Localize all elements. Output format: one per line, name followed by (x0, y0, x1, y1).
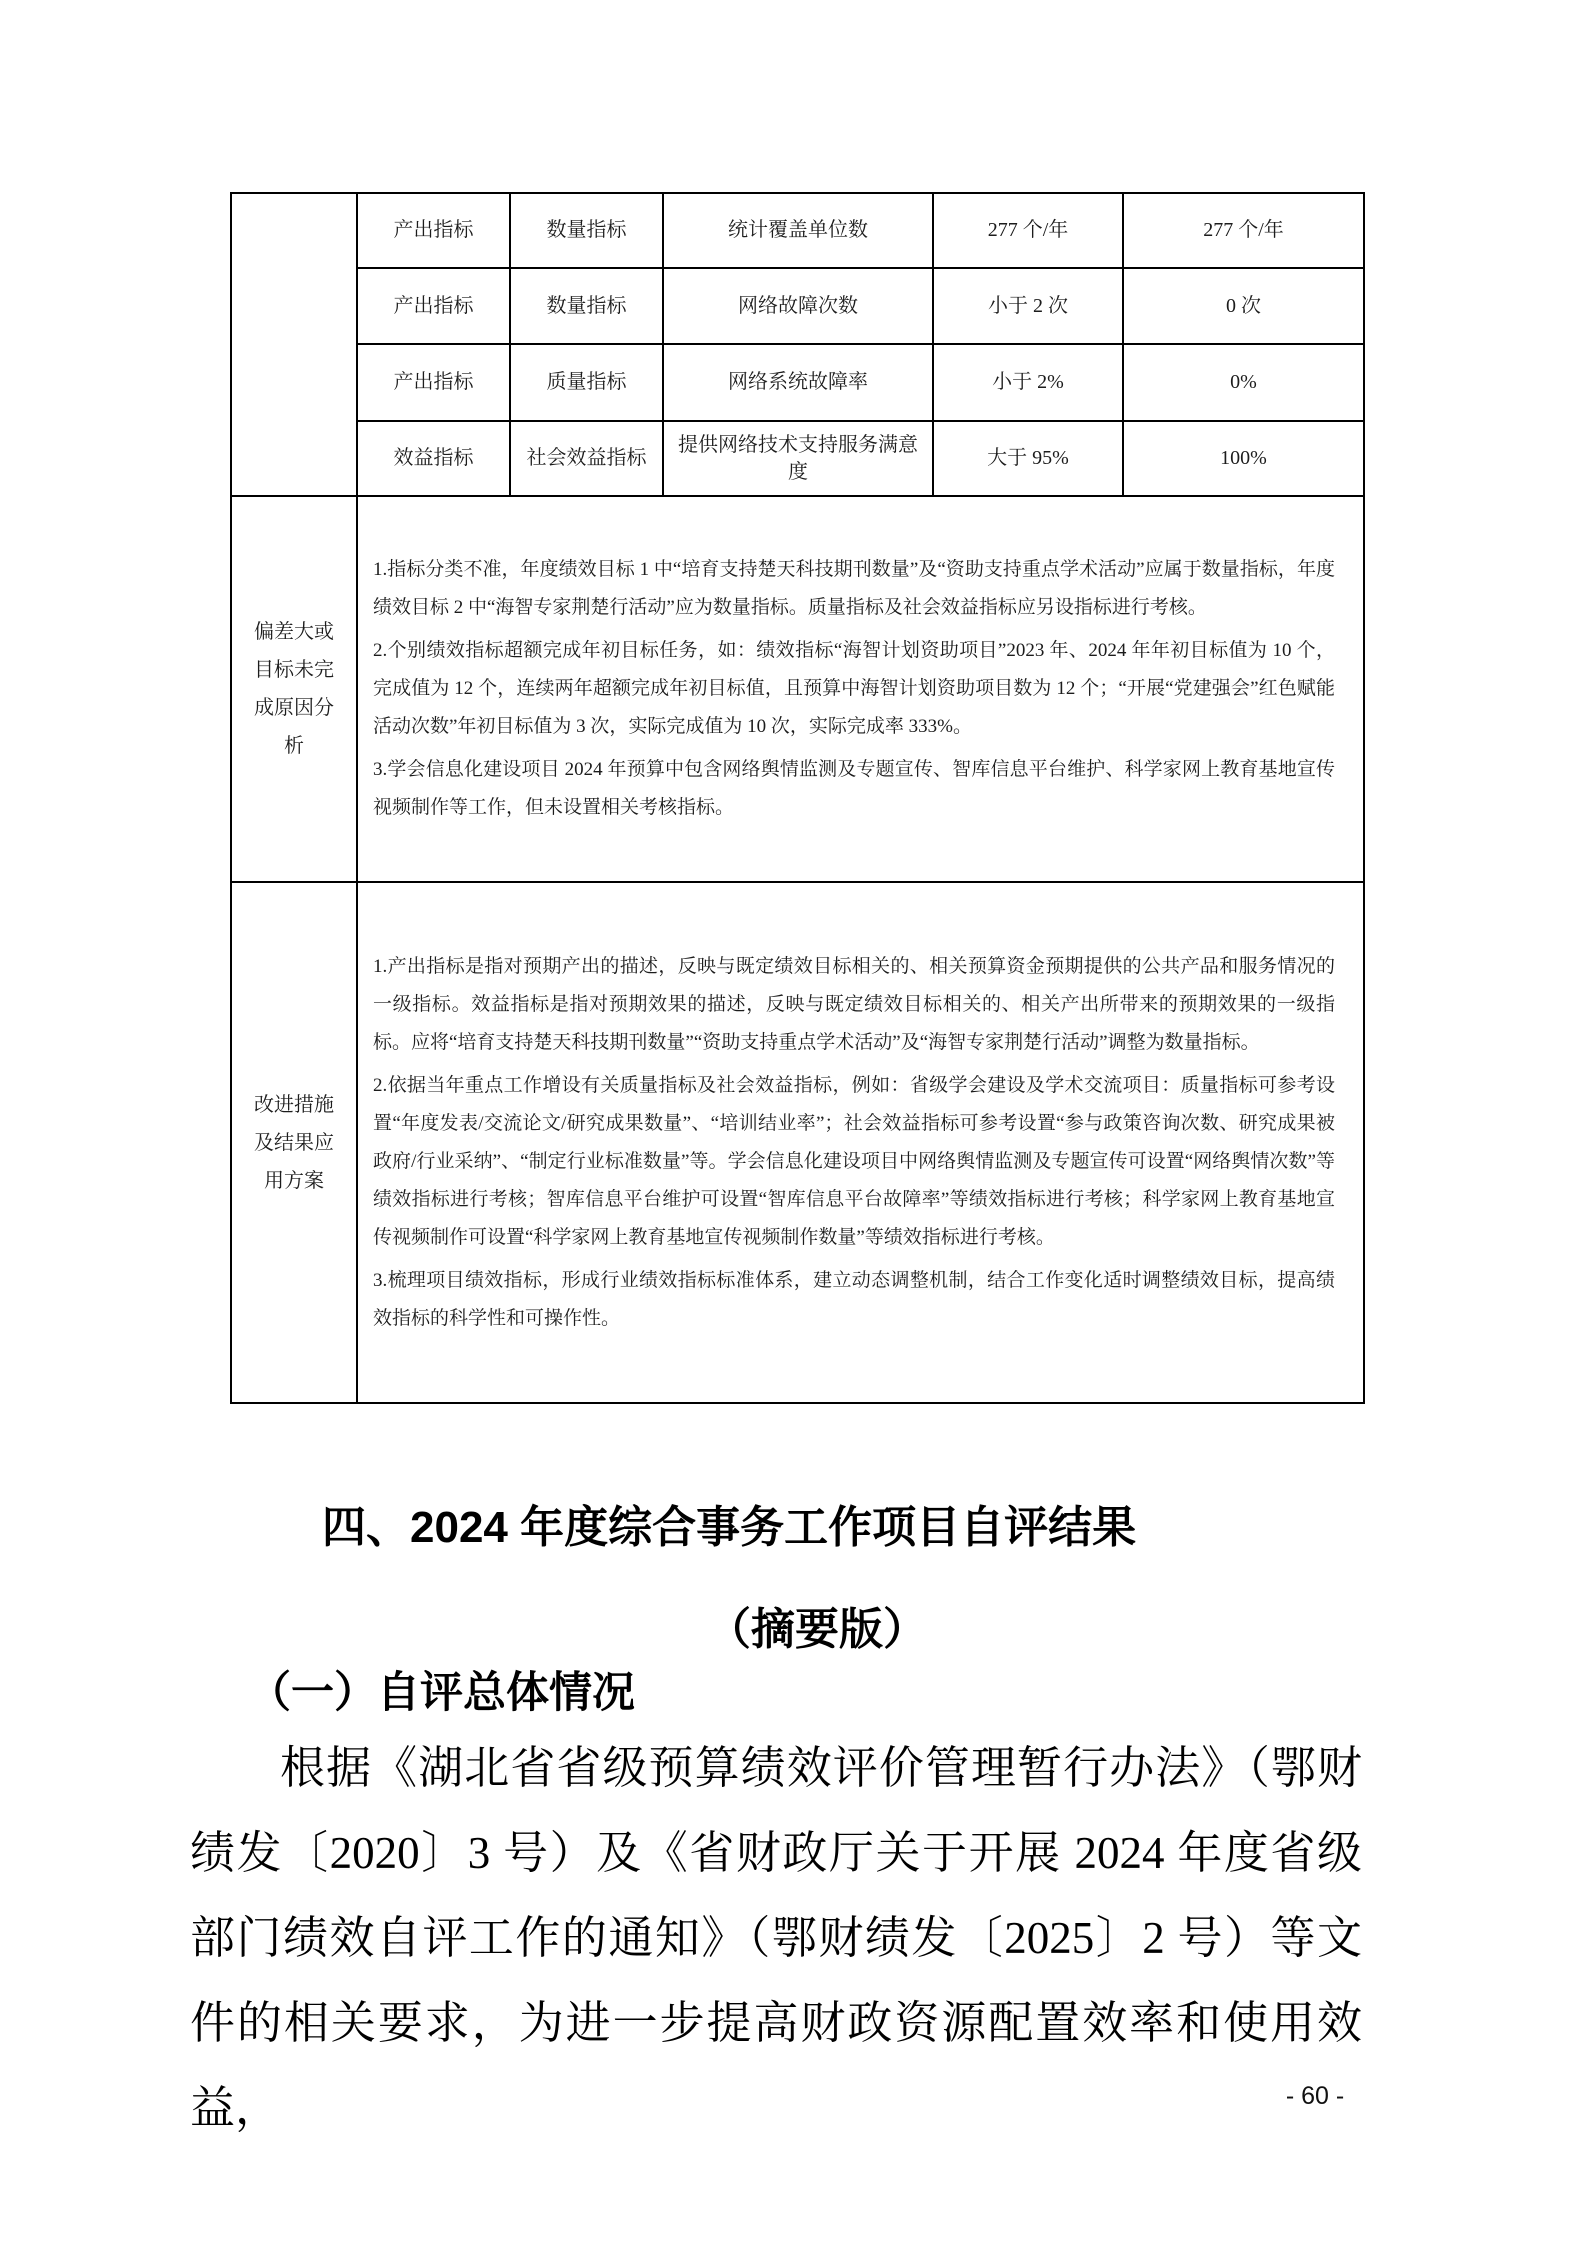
deviation-paragraph: 2.个别绩效指标超额完成年初目标任务，如：绩效指标“海智计划资助项目”2023 年、2024 年年初目标值为 10 个，完成值为 12 个，连续两年超额完成年初目标值，且预算中海智计划资助项目数为 12 个；“开展“党建强会”红色赋能活动次数”年初目标值为 3 次，实际完成值为 10 次，实际完成率 333%。 (373, 640, 1335, 737)
level1-indicator-cell: 产出指标 (357, 268, 510, 344)
level2-indicator-cell: 数量指标 (510, 268, 663, 344)
indicator-name-cell: 统计覆盖单位数 (663, 193, 933, 268)
deviation-analysis-row (231, 496, 1364, 882)
level2-indicator-cell: 质量指标 (510, 344, 663, 421)
annual-target-cell: 大于 95% (933, 421, 1123, 496)
level1-indicator-cell: 产出指标 (357, 344, 510, 421)
improvement-measures-label: 改进措施及结果应用方案 (231, 882, 357, 1403)
annual-target-cell: 小于 2 次 (933, 268, 1123, 344)
actual-value-cell: 100% (1123, 421, 1364, 496)
empty-merged-cell (231, 193, 357, 496)
level1-indicator-cell: 效益指标 (357, 421, 510, 496)
improvement-measures-row (231, 882, 1364, 1403)
level2-indicator-cell: 数量指标 (510, 193, 663, 268)
actual-value-cell: 0 次 (1123, 268, 1364, 344)
deviation-analysis-text (357, 496, 1364, 882)
indicator-name-cell: 提供网络技术支持服务满意度 (663, 421, 933, 496)
indicator-name-cell: 网络故障次数 (663, 268, 933, 344)
level2-indicator-cell: 社会效益指标 (510, 421, 663, 496)
annual-target-cell: 小于 2% (933, 344, 1123, 421)
improvement-paragraph: 3.梳理项目绩效指标，形成行业绩效指标标准体系，建立动态调整机制，结合工作变化适时调整绩效目标，提高绩效指标的科学性和可操作性。 (373, 1269, 1335, 1329)
table-row (231, 268, 1364, 344)
table-row (231, 344, 1364, 421)
indicator-name-cell: 网络系统故障率 (663, 344, 933, 421)
improvement-paragraph: 1.产出指标是指对预期产出的描述，反映与既定绩效目标相关的、相关预算资金预期提供的公共产品和服务情况的一级指标。效益指标是指对预期效果的描述，反映与既定绩效目标相关的、相关产出所带来的预期效果的一级指标。应将“培育支持楚天科技期刊数量”“资助支持重点学术活动”及“海智专家荆楚行活动”调整为数量指标。 (373, 955, 1335, 1053)
subsection-title: （一）自评总体情况 (248, 1670, 635, 1717)
performance-indicator-table (230, 192, 1365, 1404)
level1-indicator-cell: 产出指标 (357, 193, 510, 268)
deviation-paragraph: 3.学会信息化建设项目 2024 年预算中包含网络舆情监测及专题宣传、智库信息平台维护、科学家网上教育基地宣传视频制作等工作，但未设置相关考核指标。 (373, 759, 1335, 818)
actual-value-cell: 0% (1123, 344, 1364, 421)
body-paragraph: 根据《湖北省省级预算绩效评价管理暂行办法》（鄂财绩发〔2020〕3 号）及《省财政厅关于开展 2024 年度省级部门绩效自评工作的通知》（鄂财绩发〔2025〕2 号）等文件的相关要求，为进一步提高财政资源配置效率和使用效益， (190, 1743, 1362, 2133)
deviation-analysis-label: 偏差大或目标未完成原因分析 (231, 496, 357, 882)
deviation-paragraph: 1.指标分类不准，年度绩效目标 1 中“培育支持楚天科技期刊数量”及“资助支持重点学术活动”应属于数量指标，年度绩效目标 2 中“海智专家荆楚行活动”应为数量指标。质量指标及社会效益指标应另设指标进行考核。 (373, 559, 1335, 618)
table-row (231, 193, 1364, 268)
page-number: - 60 - (1285, 2082, 1345, 2110)
table-row (231, 421, 1364, 496)
annual-target-cell: 277 个/年 (933, 193, 1123, 268)
improvement-measures-text (357, 882, 1364, 1403)
section-title: 四、2024 年度综合事务工作项目自评结果 (322, 1503, 1137, 1552)
subtitle-summary-version: （摘要版） (707, 1605, 927, 1654)
improvement-paragraph: 2.依据当年重点工作增设有关质量指标及社会效益指标，例如：省级学会建设及学术交流项目：质量指标可参考设置“年度发表/交流论文/研究成果数量”、“培训结业率”；社会效益指标可参考设置“参与政策咨询次数、研究成果被政府/行业采纳”、“制定行业标准数量”等。学会信息化建设项目中网络舆情监测及专题宣传可设置“网络舆情次数”等绩效指标进行考核；智库信息平台维护可设置“智库信息平台故障率”等绩效指标进行考核；科学家网上教育基地宣传视频制作可设置“科学家网上教育基地宣传视频制作数量”等绩效指标进行考核。 (373, 1074, 1335, 1248)
actual-value-cell: 277 个/年 (1123, 193, 1364, 268)
